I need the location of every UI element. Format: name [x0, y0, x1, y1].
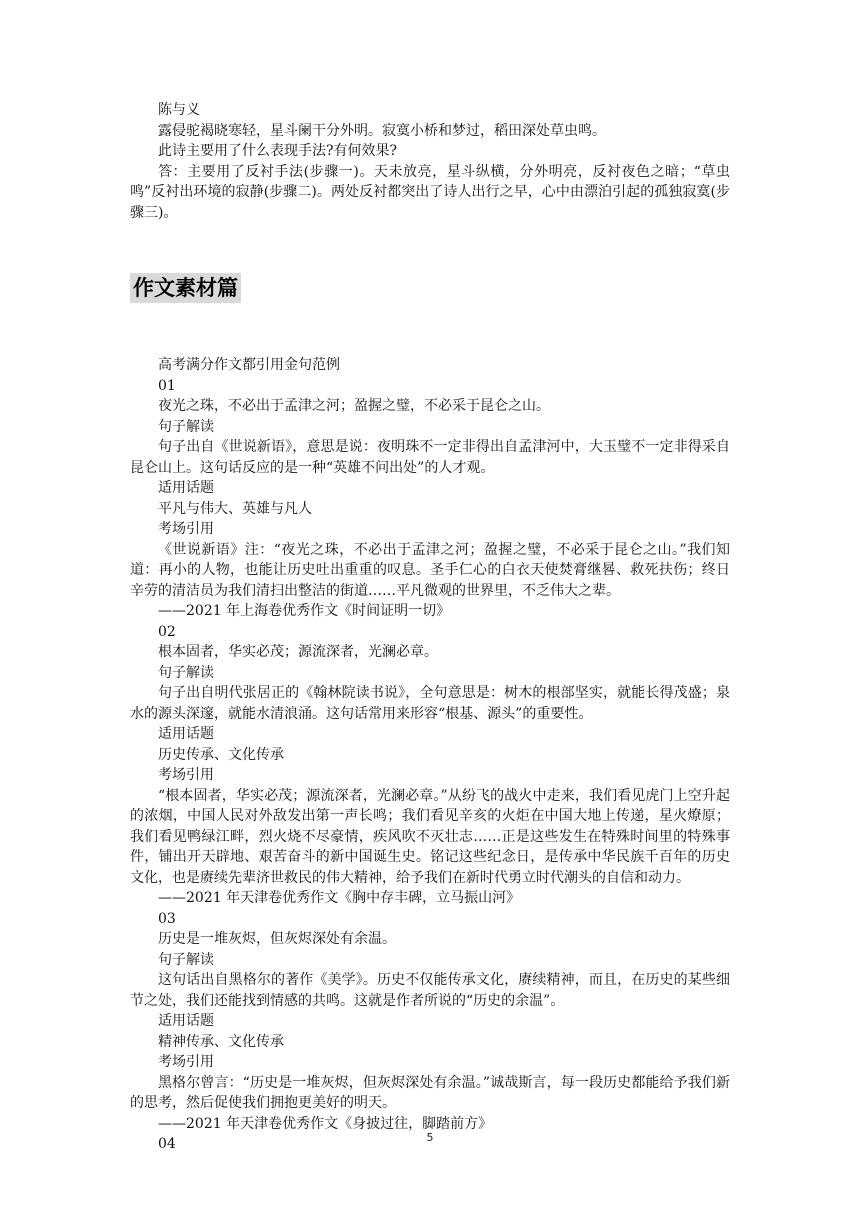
page-number: 5	[426, 1131, 434, 1144]
entry-label-topic: 适用话题	[158, 1013, 214, 1029]
entry-label-topic: 适用话题	[158, 726, 214, 742]
entry-quote: 根本固者，华实必茂；源流深者，光澜必章。	[158, 644, 438, 660]
page-content	[130, 100, 730, 1155]
entry-interp: 这句话出自黑格尔的著作《美学》。历史不仅能传承文化，赓续精神，而且，在历史的某些细节之处，我们还能找到情感的共鸣。这就是作者所说的“历史的余温”。	[130, 972, 730, 1009]
poem-verse: 露侵驼褐晓寒轻，星斗阑干分外明。寂寞小桥和梦过，稻田深处草虫鸣。	[158, 122, 606, 139]
entry-02	[130, 622, 730, 909]
entry-label-topic: 适用话题	[158, 480, 214, 496]
entry-03	[130, 909, 730, 1135]
poem-answer: 答：主要用了反衬手法(步骤一)。天未放亮，星斗纵横，分外明亮，反衬夜色之暗；“草虫鸣”反衬出环境的寂静(步骤二)。两处反衬都突出了诗人出行之早，心中由漂泊引起的孤独寂寞(步骤三)。	[130, 163, 730, 221]
entry-source: ——2021 年天津卷优秀作文《胸中存丰碑，立马振山河》	[158, 890, 521, 906]
entry-number: 02	[158, 623, 176, 640]
entry-label-interp: 句子解读	[158, 418, 214, 435]
poem-author: 陈与义	[158, 102, 200, 118]
entry-topic: 历史传承、文化传承	[158, 746, 284, 763]
entry-quote: 历史是一堆灰烬，但灰烬深处有余温。	[158, 931, 396, 947]
entry-01	[130, 376, 730, 622]
entry-label-exam: 考场引用	[158, 1054, 214, 1070]
poem-question: 此诗主要用了什么表现手法?有何效果?	[158, 143, 398, 159]
entry-label-exam: 考场引用	[158, 521, 214, 537]
entry-label-exam: 考场引用	[158, 767, 214, 783]
entry-source: ——2021 年天津卷优秀作文《身披过往，脚踏前方》	[158, 1115, 493, 1132]
entry-topic: 精神传承、文化传承	[158, 1033, 284, 1050]
entry-label-interp: 句子解读	[158, 664, 214, 681]
entry-exam: 黑格尔曾言：“历史是一堆灰烬，但灰烬深处有余温。”诚哉斯言，每一段历史都能给予我们新的思考，然后促使我们拥抱更美好的明天。	[130, 1074, 730, 1111]
section-heading: 作文素材篇	[130, 273, 241, 303]
entry-source: ——2021 年上海卷优秀作文《时间证明一切》	[158, 603, 451, 619]
next-entry-number: 04	[158, 1136, 176, 1152]
entry-number: 03	[158, 910, 176, 927]
entry-exam: “根本固者，华实必茂；源流深者，光澜必章。”从纷飞的战火中走来，我们看见虎门上空升起的浓烟，中国人民对外敌发出第一声长鸣；我们看见辛亥的火炬在中国大地上传递，星火燎原；我们看见鸭绿江畔，烈火烧不尽豪情，疾风吹不灭壮志……正是这些发生在特殊时间里的特殊事件，铺出开天辟地、艰苦奋斗的新中国诞生史。铭记这些纪念日，是传承中华民族千百年的历史文化，也是赓续先辈济世救民的伟大精神，给予我们在新时代勇立时代潮头的自信和动力。	[130, 787, 730, 886]
intro-line: 高考满分作文都引用金句范例	[158, 357, 340, 373]
entry-topic: 平凡与伟大、英雄与凡人	[158, 500, 312, 517]
entry-quote: 夜光之珠，不必出于孟津之河；盈握之璧，不必采于昆仑之山。	[158, 398, 550, 414]
entry-interp: 句子出自《世说新语》，意思是说：夜明珠不一定非得出自孟津河中，大玉璧不一定非得采自昆仑山上。这句话反应的是一种“英雄不问出处”的人才观。	[130, 439, 730, 476]
section-heading-wrap	[130, 247, 730, 329]
entry-number: 01	[158, 377, 176, 394]
entry-interp: 句子出自明代张居正的《翰林院读书说》，全句意思是：树木的根部坚实，就能长得茂盛；泉水的源头深邃，就能水清浪涌。这句话常用来形容“根基、源头”的重要性。	[130, 685, 730, 722]
entry-label-interp: 句子解读	[158, 951, 214, 968]
entry-exam: 《世说新语》注：“夜光之珠，不必出于孟津之河；盈握之璧，不必采于昆仑之山。”我们知道：再小的人物，也能让历史吐出重重的叹息。圣手仁心的白衣天使焚膏继晷、救死扶伤；终日辛劳的清洁员为我们清扫出整洁的街道……平凡微观的世界里，不乏伟大之辈。	[130, 541, 730, 599]
